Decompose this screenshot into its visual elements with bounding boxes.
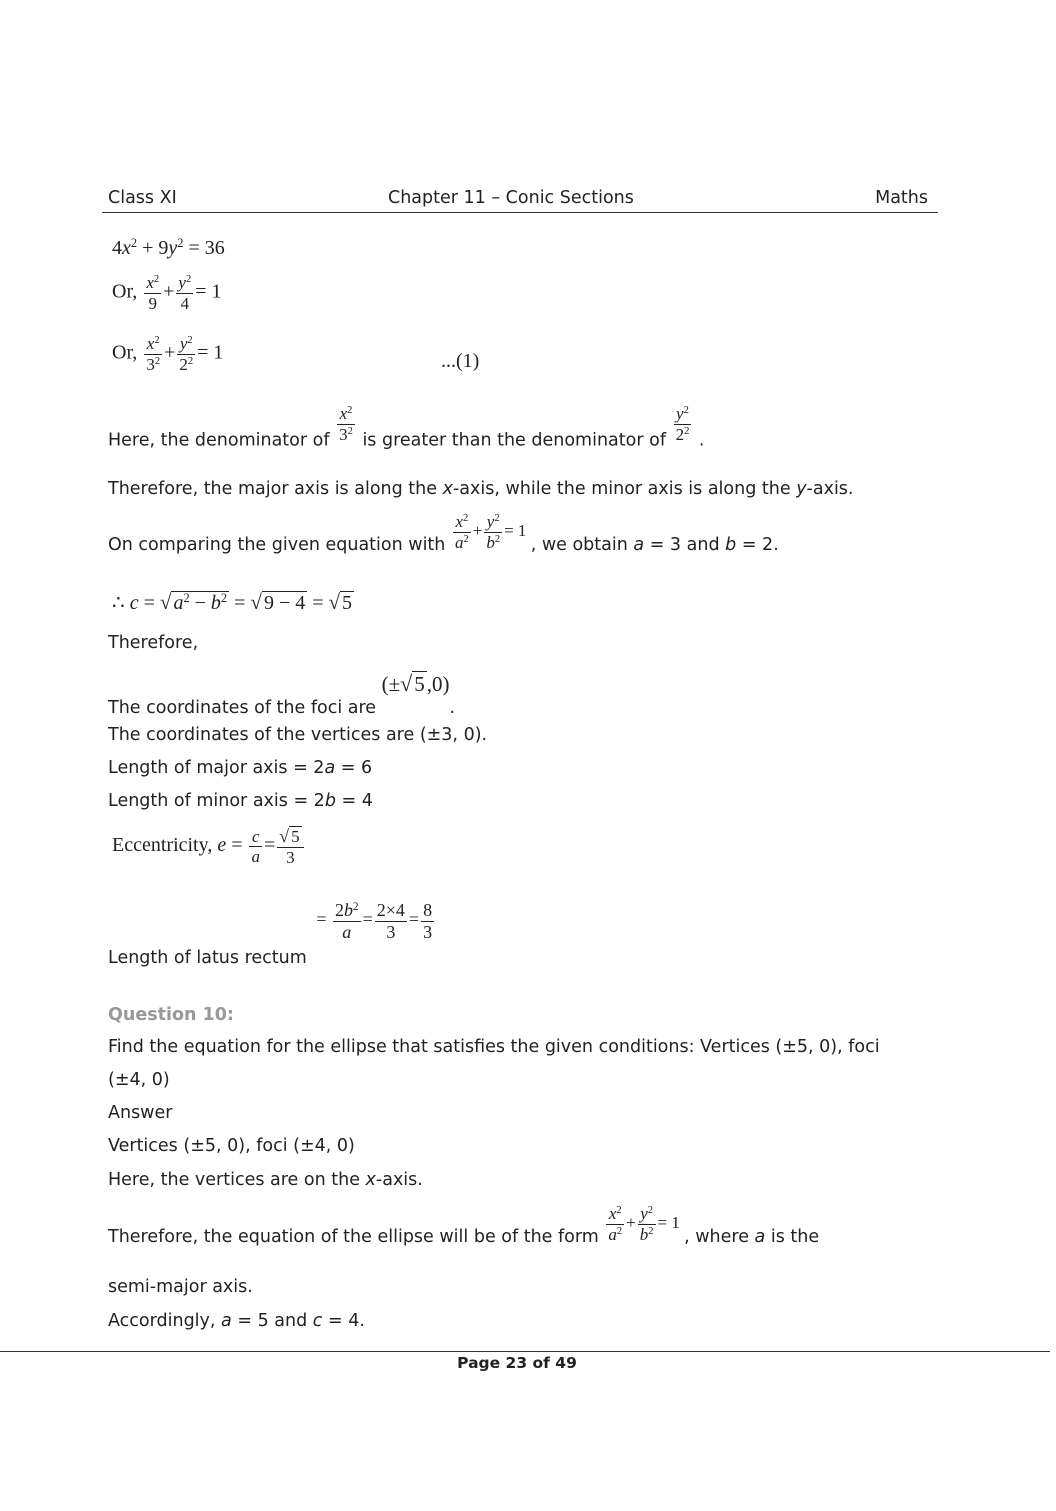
major-axis-line <box>108 479 853 499</box>
standard-form-eq: $\frac{x^2}{a^2}$ + $\frac{y^2}{b^2}$ = 1 <box>608 1204 685 1244</box>
therefore-text: Therefore, <box>108 633 199 653</box>
latus-rectum-eq: = $\frac{2b^2}{a}$ = $\frac{2\times 4}{3}$ = $\frac{8}{3}$ <box>316 900 433 942</box>
equation-1: $4x^2 + 9y^2 = 36$ <box>112 236 225 259</box>
text: Here, the vertices are on the <box>108 1170 360 1190</box>
text: = 6 <box>340 758 373 778</box>
var: a <box>633 534 645 555</box>
header-chapter: Chapter 11 – Conic Sections <box>388 188 634 208</box>
text: Here, the denominator of <box>108 430 330 451</box>
text: = 4. <box>327 1311 365 1331</box>
page-header <box>102 186 938 213</box>
form-line <box>108 1204 819 1247</box>
major-length-line <box>108 758 372 778</box>
text: , where <box>684 1226 749 1247</box>
vertices-axis-line <box>108 1170 423 1190</box>
text: = 2. <box>741 534 779 555</box>
text: . <box>449 698 456 718</box>
text: , we obtain <box>530 534 628 555</box>
or-label: Or, <box>112 341 138 364</box>
footer-divider <box>0 1351 1050 1352</box>
foci-line <box>108 671 456 718</box>
answer-label: Answer <box>108 1103 173 1123</box>
var: b <box>725 534 737 555</box>
var: a <box>754 1226 766 1247</box>
question-text-line-2: (±4, 0) <box>108 1070 170 1090</box>
equation-label: ...(1) <box>441 350 480 372</box>
equation-2: Or, $\frac{x^2}{9}$ + $\frac{y^2}{4}$ = 1 <box>112 273 222 313</box>
given-line: Vertices (±5, 0), foci (±4, 0) <box>108 1136 355 1156</box>
page-number: Page 23 of 49 <box>457 1354 577 1372</box>
var: y <box>796 479 807 499</box>
text: Length of minor axis = 2 <box>108 791 325 811</box>
text: Length of major axis = 2 <box>108 758 325 778</box>
var: x <box>442 479 453 499</box>
question-heading: Question 10: <box>108 1005 234 1025</box>
text: = 5 and <box>237 1311 308 1331</box>
text: is greater than the denominator of <box>362 430 666 451</box>
foci-value: (±√5,0) <box>381 671 450 696</box>
accordingly-line <box>108 1311 365 1331</box>
var: b <box>324 791 336 811</box>
compare-line <box>108 512 779 555</box>
var: a <box>221 1311 232 1331</box>
text: The coordinates of the foci are <box>108 698 377 718</box>
standard-form-eq: $\frac{x^2}{a^2}$ + $\frac{y^2}{b^2}$ = 1 <box>454 512 531 552</box>
var: x <box>365 1170 376 1190</box>
eccentricity-label: Eccentricity, <box>112 834 213 857</box>
header-class: Class XI <box>108 188 177 208</box>
c-calculation: ∴ c = √ $a^2 - b^2$ = √ 9 − 4 = √ 5 <box>112 590 353 614</box>
text: = 3 and <box>649 534 720 555</box>
text: -axis. <box>806 479 854 499</box>
text: . <box>698 430 705 451</box>
text: is the <box>770 1226 820 1247</box>
text: Therefore, the major axis is along the <box>108 479 438 499</box>
eccentricity-line: Eccentricity, e = $\frac{c}{a}$ = $\frac{√ 5}{3}$ <box>112 826 306 867</box>
equation-3: Or, $\frac{x^2}{3^2}$ + $\frac{y^2}{2^2}$ = 1 <box>112 334 224 374</box>
or-label: Or, <box>112 280 138 303</box>
form-line-2: semi-major axis. <box>108 1277 253 1297</box>
var: c <box>312 1311 323 1331</box>
denominator-line: Here, the denominator of $\frac{x^2}{3^2}$ is greater than the denominator of $\frac{y^2}{2^2}$ . <box>108 404 705 451</box>
question-text-line-1: Find the equation for the ellipse that satisfies the given conditions: Vertices (±5, 0), foci <box>108 1037 880 1057</box>
text: -axis. <box>375 1170 423 1190</box>
latus-rectum-line <box>108 900 436 969</box>
text: Length of latus rectum <box>108 948 307 969</box>
vertices-line: The coordinates of the vertices are (±3, 0). <box>108 725 488 745</box>
text: Accordingly, <box>108 1311 216 1331</box>
minor-length-line <box>108 791 373 811</box>
text: On comparing the given equation with <box>108 534 446 555</box>
text: -axis, while the minor axis is along the <box>452 479 791 499</box>
var: a <box>324 758 336 778</box>
header-subject: Maths <box>875 188 928 208</box>
text: Therefore, the equation of the ellipse will be of the form <box>108 1226 599 1247</box>
text: = 4 <box>341 791 373 811</box>
